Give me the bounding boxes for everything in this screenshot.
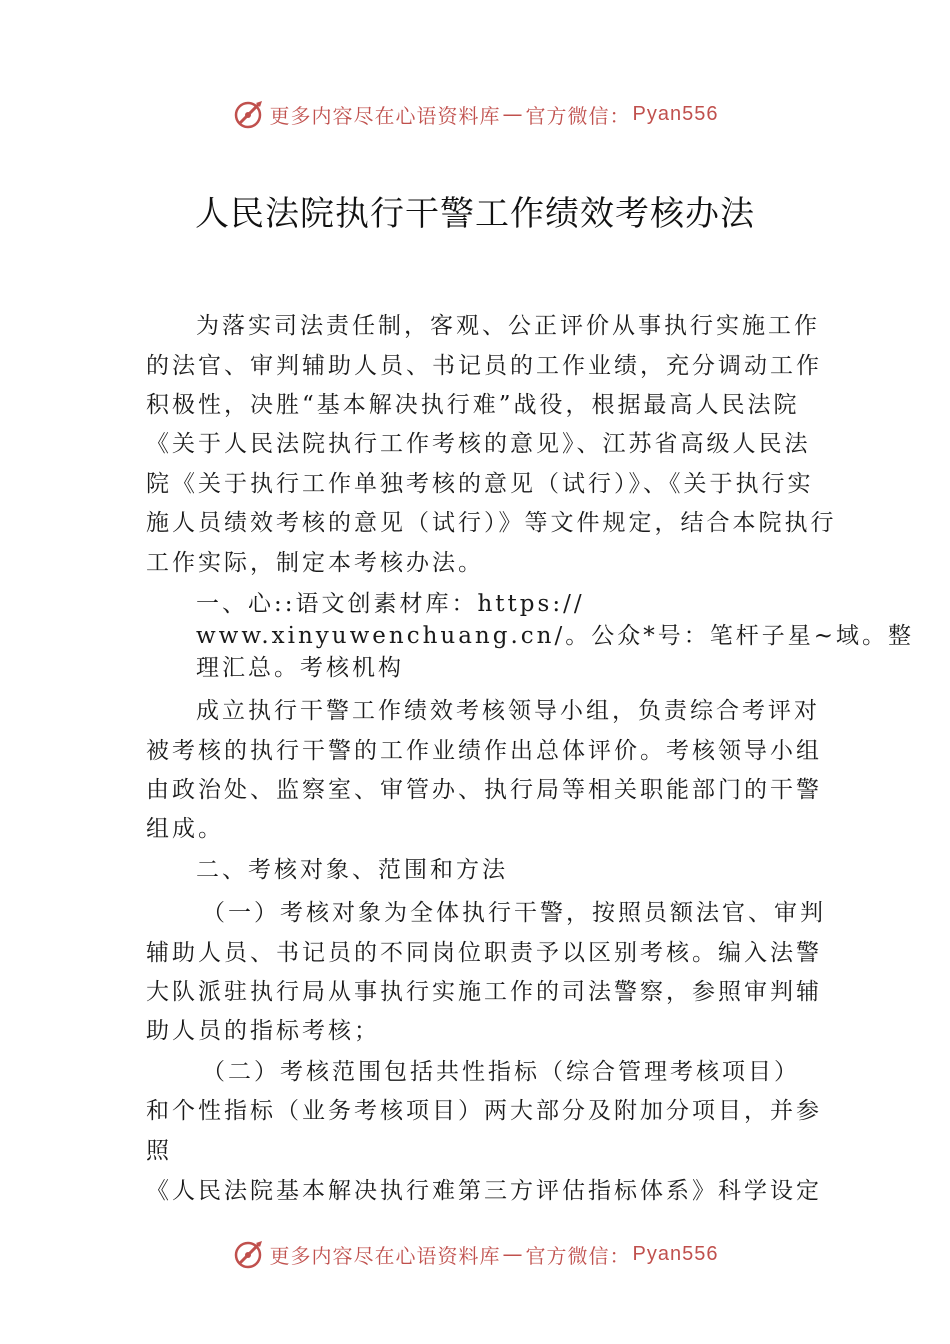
paragraph-line: 施人员绩效考核的意见（试行）》等文件规定，结合本院执行 xyxy=(146,510,837,536)
paragraph-line: 大队派驻执行局从事执行实施工作的司法警察，参照审判辅 xyxy=(146,979,822,1005)
watermark-wechat-label: 官方微信： xyxy=(525,1243,631,1268)
paragraph-line: 院《关于执行工作单独考核的意见（试行）》、《关于执行实 xyxy=(146,471,814,497)
paragraph-line: 照 xyxy=(146,1138,172,1164)
section-heading-line: www.xinyuwenchuang.cn/。公众*号：笔杆子星~域。整 xyxy=(196,623,914,649)
section-heading-line: 理汇总。考核机构 xyxy=(196,655,404,681)
paragraph-line: （二）考核范围包括共性指标（综合管理考核项目） xyxy=(202,1059,800,1085)
paragraph-line: 积极性，决胜“基本解决执行难”战役，根据最高人民法院 xyxy=(146,392,800,418)
paragraph-line: 《人民法院基本解决执行难第三方评估指标体系》科学设定 xyxy=(146,1178,822,1204)
paragraph-line: （一）考核对象为全体执行干警，按照员额法官、审判 xyxy=(202,900,826,926)
paragraph-line: 辅助人员、书记员的不同岗位职责予以区别考核。编入法警 xyxy=(146,940,822,966)
paragraph-line: 和个性指标（业务考核项目）两大部分及附加分项目，并参 xyxy=(146,1098,822,1124)
paragraph-line: 成立执行干警工作绩效考核领导小组，负责综合考评对 xyxy=(196,698,820,724)
watermark-text: 更多内容尽在心语资料库 xyxy=(269,103,501,128)
paragraph-line: 由政治处、监察室、审管办、执行局等相关职能部门的干警 xyxy=(146,777,822,803)
section-heading-line: 一、心::语文创素材库：https:// xyxy=(196,591,585,617)
watermark-separator: — xyxy=(502,102,524,126)
document-title: 人民法院执行干警工作绩效考核办法 xyxy=(195,194,755,234)
watermark-wechat-id: Pyan556 xyxy=(632,102,719,125)
paragraph-line: 被考核的执行干警的工作业绩作出总体评价。考核领导小组 xyxy=(146,738,822,764)
pen-logo-icon xyxy=(232,1237,266,1271)
header-watermark xyxy=(0,94,950,134)
watermark-text: 更多内容尽在心语资料库 xyxy=(269,1243,501,1268)
pen-logo-icon xyxy=(232,97,266,131)
section-heading-line: 二、考核对象、范围和方法 xyxy=(196,857,508,883)
watermark-wechat-label: 官方微信： xyxy=(525,103,631,128)
paragraph-line: 《关于人民法院执行工作考核的意见》、江苏省高级人民法 xyxy=(146,431,811,457)
paragraph-line: 助人员的指标考核； xyxy=(146,1018,380,1044)
paragraph-line: 组成。 xyxy=(146,816,224,842)
paragraph-line: 的法官、审判辅助人员、书记员的工作业绩，充分调动工作 xyxy=(146,353,822,379)
watermark-wechat-id: Pyan556 xyxy=(632,1242,719,1265)
watermark-separator: — xyxy=(502,1242,524,1266)
paragraph-line: 工作实际，制定本考核办法。 xyxy=(146,550,484,576)
paragraph-line: 为落实司法责任制，客观、公正评价从事执行实施工作 xyxy=(196,313,820,339)
footer-watermark xyxy=(0,1234,950,1274)
